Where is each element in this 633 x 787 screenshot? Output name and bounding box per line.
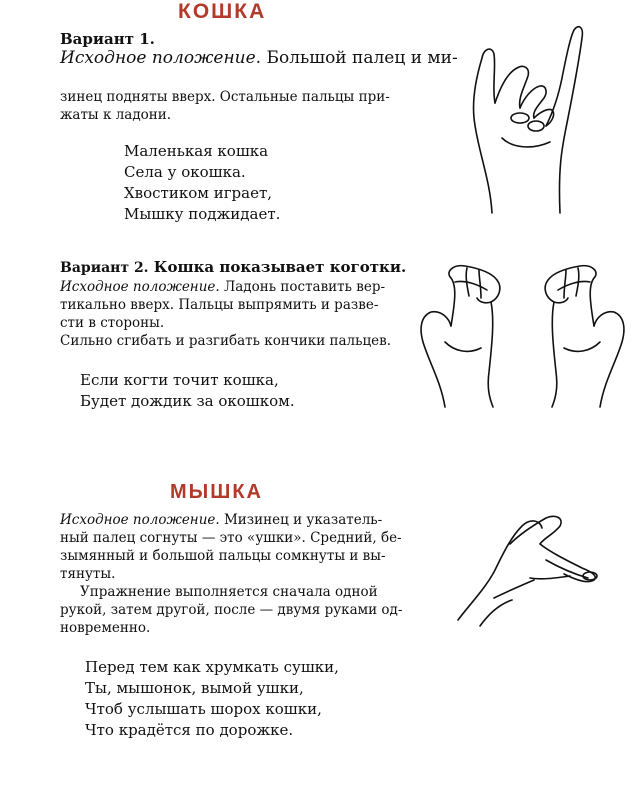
mouse-title: МЫШКА xyxy=(170,481,263,503)
mouse-poem-line: Что крадётся по дорожке. xyxy=(85,721,294,739)
mouse-line4: тянуты. xyxy=(60,566,116,582)
hand-cat-claws-left-icon xyxy=(415,262,515,412)
variant1-text xyxy=(60,88,400,124)
hand-cat-claws-right-icon xyxy=(530,262,630,412)
variant1-line1: Большой палец и ми- xyxy=(266,48,458,68)
mouse-text xyxy=(60,511,403,637)
cat-title: КОШКА xyxy=(178,0,267,23)
variant2-heading-text: Кошка показывает коготки. xyxy=(153,258,407,276)
poem1-line: Маленькая кошка xyxy=(124,142,269,160)
mouse-poem-line: Перед тем как хрумкать сушки, xyxy=(85,658,339,676)
variant2-heading xyxy=(60,258,406,276)
mouse-poem-line: Ты, мышонок, вымой ушки, xyxy=(85,679,304,697)
variant1-first-line xyxy=(60,48,458,68)
variant1-heading: Вариант 1. xyxy=(60,30,155,48)
mouse-poem-line: Чтоб услышать шорох кошки, xyxy=(85,700,322,718)
mouse-lead: Исходное положение. xyxy=(60,512,220,528)
variant1-lead: Исходное положение. xyxy=(60,48,262,68)
mouse-line1-rest: Мизинец и указатель- xyxy=(223,512,383,528)
variant1-line3: жаты к ладони. xyxy=(60,107,172,123)
hand-cat-variant1-icon xyxy=(462,18,592,218)
variant2-label: Вариант 2. xyxy=(60,260,149,276)
variant2-line2: тикально вверх. Пальцы выпрямить и разве- xyxy=(60,297,379,313)
mouse-line5: Упражнение выполняется сначала одной xyxy=(80,584,378,600)
mouse-line6: рукой, затем другой, после — двумя руками од- xyxy=(60,602,403,618)
mouse-line7: новременно. xyxy=(60,620,151,636)
poem1-line: Хвостиком играет, xyxy=(124,184,273,202)
variant2-line1-rest: Ладонь поставить вер- xyxy=(223,279,386,295)
variant1-line2: зинец подняты вверх. Остальные пальцы при- xyxy=(60,89,390,105)
cat-poem-2 xyxy=(80,370,295,412)
poem1-line: Села у окошка. xyxy=(124,163,246,181)
mouse-line3: зымянный и большой пальцы сомкнуты и вы- xyxy=(60,548,386,564)
poem2-line: Будет дождик за окошком. xyxy=(80,392,295,410)
mouse-line2: ный палец согнуты — это «ушки». Средний, бе- xyxy=(60,530,402,546)
variant2-line1 xyxy=(60,278,400,296)
variant2-line3: сти в стороны. xyxy=(60,315,165,331)
variant2-text xyxy=(60,278,400,350)
mouse-line1 xyxy=(60,511,400,529)
variant2-lead: Исходное положение. xyxy=(60,279,220,295)
variant2-line4: Сильно сгибать и разгибать кончики пальцев. xyxy=(60,333,392,349)
hand-mouse-icon xyxy=(450,508,610,628)
poem2-line: Если когти точит кошка, xyxy=(80,371,279,389)
poem1-line: Мышку поджидает. xyxy=(124,205,281,223)
mouse-poem xyxy=(85,657,339,741)
cat-poem-1 xyxy=(124,141,280,225)
